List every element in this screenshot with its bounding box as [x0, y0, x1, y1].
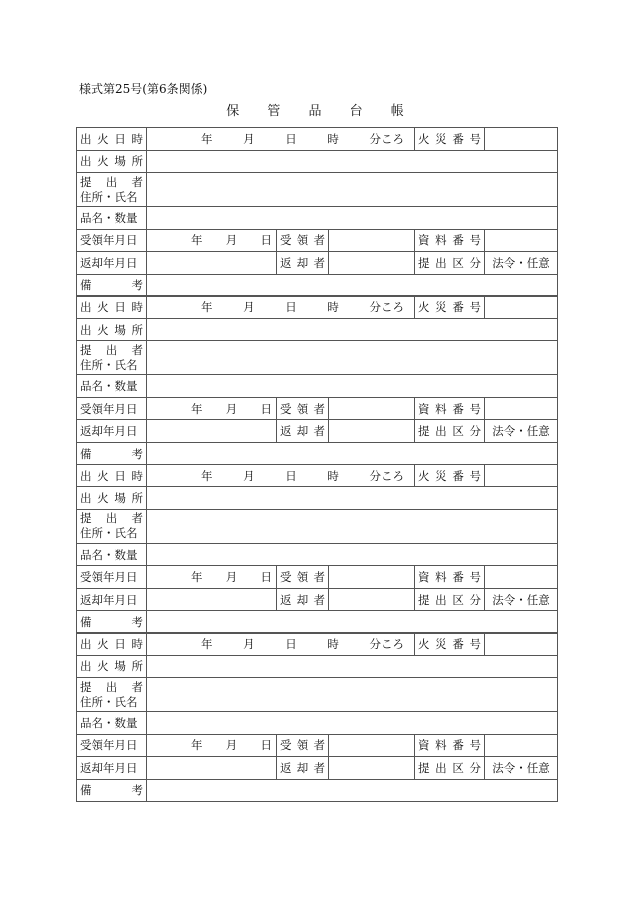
document-number-field[interactable] — [485, 397, 558, 420]
fire-location-field[interactable] — [147, 318, 558, 341]
dt-hour-unit: 時 — [327, 468, 339, 483]
item-quantity-row — [77, 375, 558, 398]
received-date-label: 受領年月日 — [77, 397, 147, 420]
fire-location-field[interactable] — [147, 150, 558, 173]
returner-label: 返 却 者 — [277, 588, 329, 611]
dt-month-unit: 月 — [243, 131, 255, 146]
remarks-field[interactable] — [147, 611, 558, 634]
submitter-row — [77, 678, 558, 712]
submitter-field[interactable] — [147, 341, 558, 375]
return-date-field[interactable] — [147, 420, 277, 443]
item-quantity-field[interactable] — [147, 712, 558, 735]
fire-number-field[interactable] — [485, 296, 558, 319]
fire-location-row — [77, 150, 558, 173]
fire-datetime-field[interactable] — [147, 464, 415, 487]
remarks-label: 備 考 — [77, 442, 147, 465]
submitter-label: 提 出 者 住所・氏名 — [77, 341, 147, 375]
submitter-field[interactable] — [147, 173, 558, 207]
document-number-field[interactable] — [485, 566, 558, 589]
dt-year-unit: 年 — [201, 300, 213, 315]
item-quantity-label: 品名・数量 — [77, 375, 147, 398]
return-date-label: 返却年月日 — [77, 588, 147, 611]
remarks-row — [77, 611, 558, 634]
fire-number-label: 火 災 番 号 — [415, 633, 485, 656]
submission-type-label: 提 出 区 分 — [415, 757, 485, 780]
item-quantity-field[interactable] — [147, 207, 558, 230]
remarks-field[interactable] — [147, 274, 558, 297]
return-date-field[interactable] — [147, 588, 277, 611]
remarks-row — [77, 274, 558, 297]
returner-field[interactable] — [329, 757, 415, 780]
fire-datetime-label: 出 火 日 時 — [77, 464, 147, 487]
received-row — [77, 734, 558, 757]
submission-type-value[interactable]: 法令・任意 — [485, 420, 558, 443]
dt-hour-unit: 時 — [327, 300, 339, 315]
item-quantity-label: 品名・数量 — [77, 712, 147, 735]
record-block — [76, 464, 558, 634]
item-quantity-field[interactable] — [147, 543, 558, 566]
dt-year-unit: 年 — [201, 131, 213, 146]
recipient-label: 受 領 者 — [277, 734, 329, 757]
return-row — [77, 757, 558, 780]
received-date-field[interactable]: 年 月 日 — [147, 734, 277, 757]
fire-location-field[interactable] — [147, 655, 558, 678]
fire-number-field[interactable] — [485, 633, 558, 656]
received-row — [77, 397, 558, 420]
remarks-field[interactable] — [147, 779, 558, 802]
dt-year-unit: 年 — [201, 468, 213, 483]
fire-datetime-row — [77, 633, 558, 656]
submitter-label: 提 出 者 住所・氏名 — [77, 173, 147, 207]
document-number-label: 資 料 番 号 — [415, 397, 485, 420]
fire-datetime-field[interactable] — [147, 633, 415, 656]
fire-number-label: 火 災 番 号 — [415, 128, 485, 151]
recipient-label: 受 領 者 — [277, 566, 329, 589]
record-block — [76, 295, 558, 465]
submission-type-label: 提 出 区 分 — [415, 252, 485, 275]
dt-minute-unit: 分ころ — [369, 636, 404, 651]
fire-number-field[interactable] — [485, 128, 558, 151]
received-date-field[interactable]: 年 月 日 — [147, 566, 277, 589]
returner-field[interactable] — [329, 420, 415, 443]
fire-datetime-row — [77, 464, 558, 487]
submission-type-value[interactable]: 法令・任意 — [485, 757, 558, 780]
dt-day-unit: 日 — [285, 300, 297, 315]
dt-hour-unit: 時 — [327, 636, 339, 651]
document-number-label: 資 料 番 号 — [415, 229, 485, 252]
item-quantity-field[interactable] — [147, 375, 558, 398]
register-table — [76, 127, 557, 802]
fire-datetime-label: 出 火 日 時 — [77, 296, 147, 319]
fire-datetime-field[interactable] — [147, 128, 415, 151]
fire-number-label: 火 災 番 号 — [415, 464, 485, 487]
remarks-label: 備 考 — [77, 611, 147, 634]
submitter-field[interactable] — [147, 509, 558, 543]
recipient-label: 受 領 者 — [277, 229, 329, 252]
received-row — [77, 566, 558, 589]
recipient-field[interactable] — [329, 229, 415, 252]
received-date-field[interactable]: 年 月 日 — [147, 397, 277, 420]
submitter-field[interactable] — [147, 678, 558, 712]
return-row — [77, 252, 558, 275]
return-date-label: 返却年月日 — [77, 420, 147, 443]
fire-location-label: 出 火 場 所 — [77, 655, 147, 678]
fire-number-field[interactable] — [485, 464, 558, 487]
dt-month-unit: 月 — [243, 636, 255, 651]
form-number: 様式第25号(第6条関係) — [79, 82, 208, 96]
return-date-label: 返却年月日 — [77, 252, 147, 275]
remarks-row — [77, 779, 558, 802]
returner-label: 返 却 者 — [277, 420, 329, 443]
dt-minute-unit: 分ころ — [369, 300, 404, 315]
dt-hour-unit: 時 — [327, 131, 339, 146]
fire-number-label: 火 災 番 号 — [415, 296, 485, 319]
submission-type-value[interactable]: 法令・任意 — [485, 588, 558, 611]
return-row — [77, 588, 558, 611]
fire-datetime-row — [77, 296, 558, 319]
returner-field[interactable] — [329, 252, 415, 275]
return-date-field[interactable] — [147, 252, 277, 275]
fire-datetime-row — [77, 128, 558, 151]
dt-month-unit: 月 — [243, 468, 255, 483]
remarks-field[interactable] — [147, 442, 558, 465]
received-row — [77, 229, 558, 252]
dt-year-unit: 年 — [201, 636, 213, 651]
document-number-field[interactable] — [485, 229, 558, 252]
submission-type-label: 提 出 区 分 — [415, 588, 485, 611]
received-date-label: 受領年月日 — [77, 566, 147, 589]
dt-minute-unit: 分ころ — [369, 131, 404, 146]
fire-datetime-field[interactable] — [147, 296, 415, 319]
remarks-label: 備 考 — [77, 779, 147, 802]
fire-location-field[interactable] — [147, 487, 558, 510]
returner-field[interactable] — [329, 588, 415, 611]
record-block — [76, 127, 558, 297]
dt-day-unit: 日 — [285, 636, 297, 651]
item-quantity-row — [77, 543, 558, 566]
recipient-label: 受 領 者 — [277, 397, 329, 420]
submitter-row — [77, 509, 558, 543]
item-quantity-row — [77, 207, 558, 230]
fire-location-row — [77, 655, 558, 678]
submitter-label: 提 出 者 住所・氏名 — [77, 509, 147, 543]
dt-minute-unit: 分ころ — [369, 468, 404, 483]
return-row — [77, 420, 558, 443]
received-date-label: 受領年月日 — [77, 734, 147, 757]
fire-datetime-label: 出 火 日 時 — [77, 633, 147, 656]
document-number-field[interactable] — [485, 734, 558, 757]
fire-location-row — [77, 487, 558, 510]
fire-location-row — [77, 318, 558, 341]
returner-label: 返 却 者 — [277, 252, 329, 275]
fire-location-label: 出 火 場 所 — [77, 318, 147, 341]
dt-day-unit: 日 — [285, 468, 297, 483]
recipient-field[interactable] — [329, 566, 415, 589]
item-quantity-row — [77, 712, 558, 735]
fire-location-label: 出 火 場 所 — [77, 150, 147, 173]
remarks-row — [77, 442, 558, 465]
item-quantity-label: 品名・数量 — [77, 207, 147, 230]
recipient-field[interactable] — [329, 397, 415, 420]
returner-label: 返 却 者 — [277, 757, 329, 780]
dt-month-unit: 月 — [243, 300, 255, 315]
return-date-label: 返却年月日 — [77, 757, 147, 780]
fire-datetime-label: 出 火 日 時 — [77, 128, 147, 151]
submitter-row — [77, 341, 558, 375]
received-date-label: 受領年月日 — [77, 229, 147, 252]
fire-location-label: 出 火 場 所 — [77, 487, 147, 510]
document-number-label: 資 料 番 号 — [415, 734, 485, 757]
remarks-label: 備 考 — [77, 274, 147, 297]
return-date-field[interactable] — [147, 757, 277, 780]
submitter-label: 提 出 者 住所・氏名 — [77, 678, 147, 712]
dt-day-unit: 日 — [285, 131, 297, 146]
item-quantity-label: 品名・数量 — [77, 543, 147, 566]
submission-type-label: 提 出 区 分 — [415, 420, 485, 443]
document-number-label: 資 料 番 号 — [415, 566, 485, 589]
recipient-field[interactable] — [329, 734, 415, 757]
received-date-field[interactable]: 年 月 日 — [147, 229, 277, 252]
submitter-row — [77, 173, 558, 207]
record-block — [76, 632, 558, 802]
submission-type-value[interactable]: 法令・任意 — [485, 252, 558, 275]
document-title: 保 管 品 台 帳 — [226, 104, 404, 119]
